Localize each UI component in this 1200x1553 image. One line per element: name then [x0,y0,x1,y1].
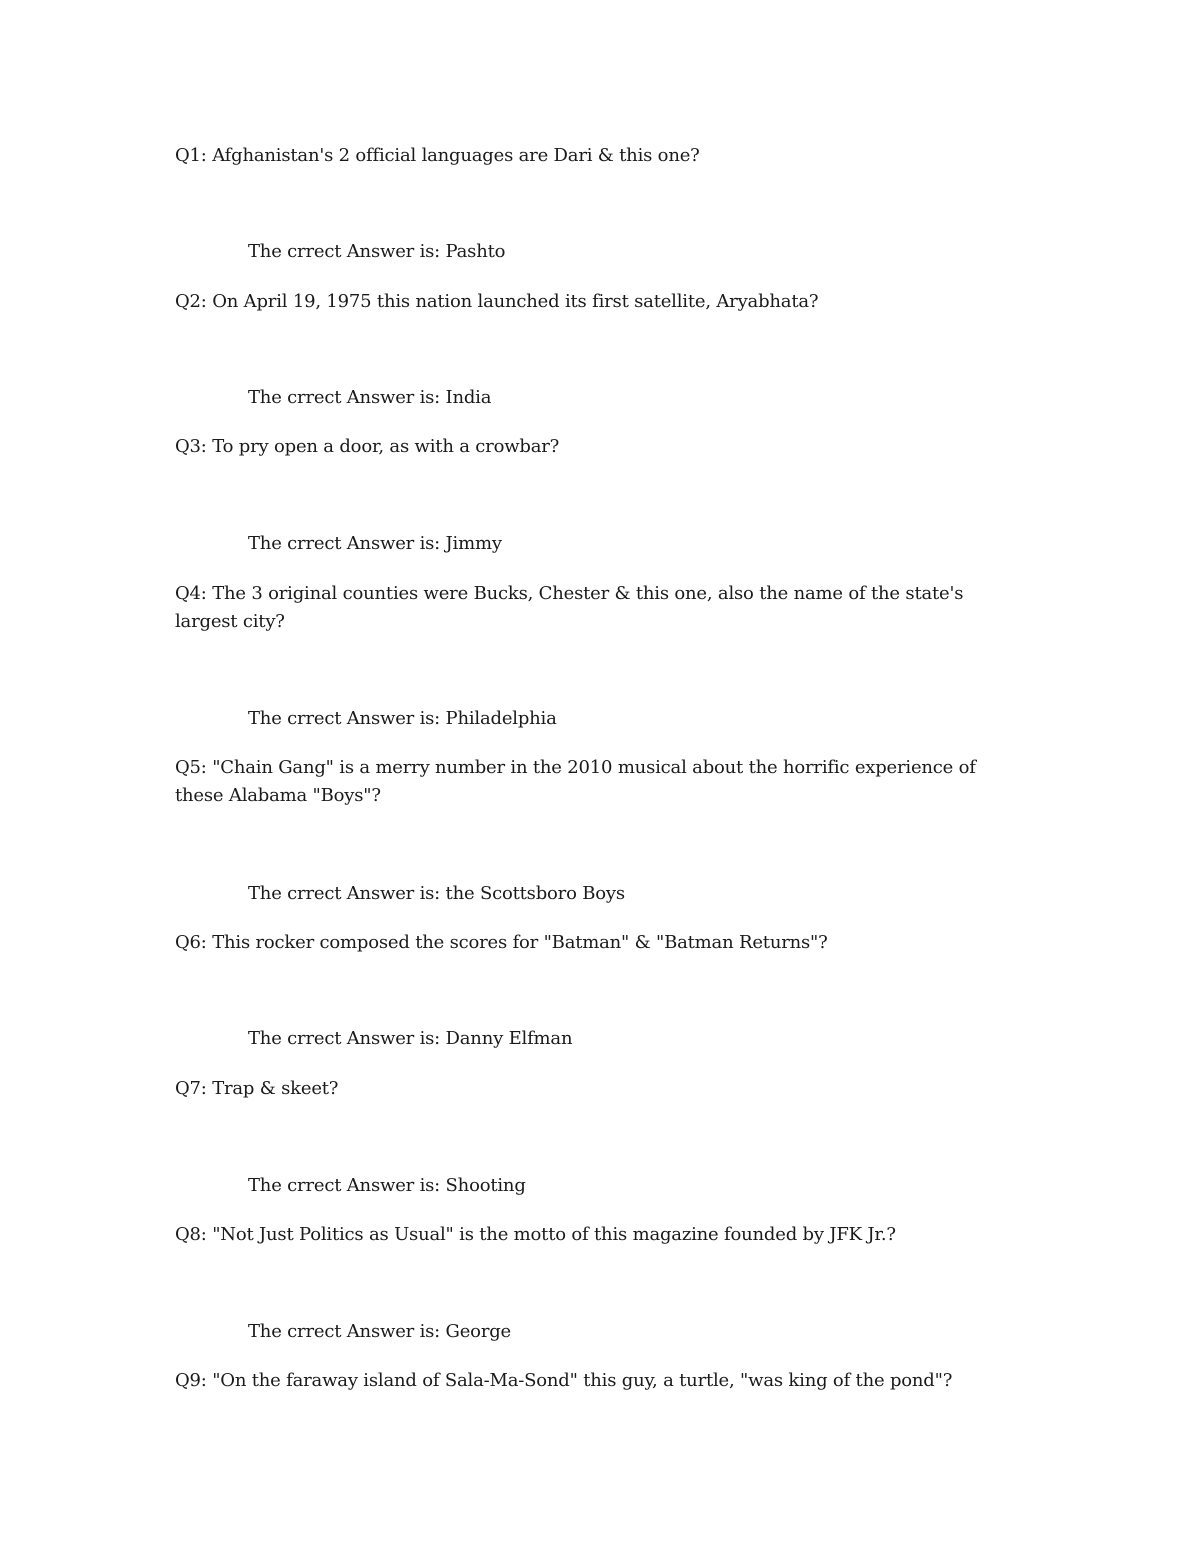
answer-2: The crrect Answer is: India [248,387,492,408]
question-4: Q4: The 3 original counties were Bucks, Chester & this one, also the name of the state's largest city? [175,583,964,632]
question-6: Q6: This rocker composed the scores for "Batman" & "Batman Returns"? [175,932,828,953]
answer-1: The crrect Answer is: Pashto [248,241,506,262]
answer-3: The crrect Answer is: Jimmy [248,533,502,554]
question-3: Q3: To pry open a door, as with a crowbar? [175,436,560,457]
answer-8: The crrect Answer is: George [248,1321,511,1342]
question-9: Q9: "On the faraway island of Sala-Ma-Sond" this guy, a turtle, "was king of the pond"? [175,1370,953,1391]
question-1: Q1: Afghanistan's 2 official languages are Dari & this one? [175,145,700,166]
question-7: Q7: Trap & skeet? [175,1078,339,1099]
answer-4: The crrect Answer is: Philadelphia [248,708,557,729]
answer-6: The crrect Answer is: Danny Elfman [248,1028,573,1049]
question-2: Q2: On April 19, 1975 this nation launched its first satellite, Aryabhata? [175,291,819,312]
question-5: Q5: "Chain Gang" is a merry number in the 2010 musical about the horrific experience of these Alabama "Boys"? [175,757,976,806]
answer-7: The crrect Answer is: Shooting [248,1175,526,1196]
question-8: Q8: "Not Just Politics as Usual" is the motto of this magazine founded by JFK Jr.? [175,1224,896,1245]
answer-5: The crrect Answer is: the Scottsboro Boys [248,883,625,904]
